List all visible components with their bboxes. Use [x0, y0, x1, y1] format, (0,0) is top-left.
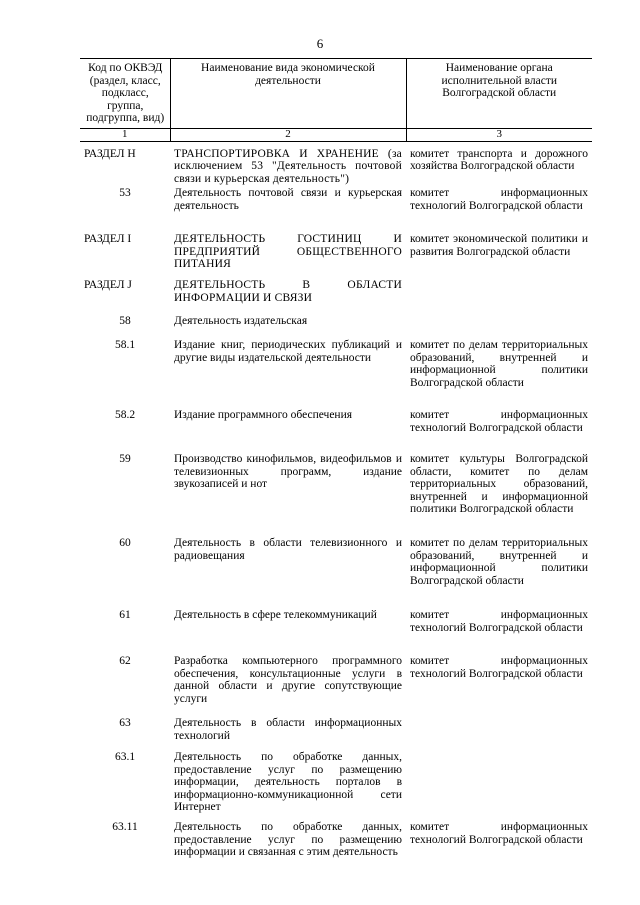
okved-code: 63.11	[112, 821, 138, 833]
page-number: 6	[316, 36, 324, 51]
header-row	[80, 59, 592, 129]
authority-name: комитет культуры Волгоградской области, комитет по делам территориальных образований, внутренней и информационной политики Волгоградской области	[410, 453, 588, 515]
authority-name: комитет экономической политики и развития Волгоградской области	[410, 233, 588, 258]
authority-name: комитет по делам территориальных образований, внутренней и информационной политики Волгоградской области	[410, 537, 588, 587]
authority-name: комитет транспорта и дорожного хозяйства Волгоградской области	[410, 147, 588, 172]
authority-name	[406, 751, 592, 821]
table-row	[80, 187, 592, 233]
table-row	[80, 609, 592, 655]
authority-name	[406, 315, 592, 339]
activity-name: ТРАНСПОРТИРОВКА И ХРАНЕНИЕ (за исключением 53 "Деятельность почтовой связи и курьерская деятельность")	[174, 147, 402, 185]
activity-name: ДЕЯТЕЛЬНОСТЬ ГОСТИНИЦ И ПРЕДПРИЯТИЙ ОБЩЕСТВЕННОГО ПИТАНИЯ	[174, 233, 402, 270]
activity-name: Деятельность издательская	[174, 315, 308, 327]
okved-code: РАЗДЕЛ H	[84, 147, 136, 160]
okved-code: 58	[119, 315, 131, 327]
authority-name: комитет информационных технологий Волгоградской области	[410, 409, 588, 434]
activity-name: Производство кинофильмов, видеофильмов и телевизионных программ, издание звукозаписей и нот	[174, 453, 402, 490]
okved-code: 61	[119, 609, 131, 621]
okved-code: 62	[119, 655, 131, 667]
authority-name	[406, 279, 592, 315]
column-number: 2	[170, 128, 406, 141]
header-organ: Наименование органа исполнительной власти Волгоградской области	[406, 59, 592, 129]
okved-code: 58.1	[114, 339, 136, 351]
activity-name: Издание книг, периодических публикаций и другие виды издательской деятельности	[174, 339, 402, 364]
okved-code: 58.2	[114, 409, 136, 421]
authority-name	[406, 717, 592, 751]
activity-name: Деятельность в области информационных технологий	[174, 717, 402, 742]
table-row	[80, 537, 592, 609]
activity-name: Деятельность по обработке данных, предоставление услуг по размещению информации, деятельность порталов в информационно-коммуникационной сети Интернет	[174, 751, 402, 813]
activity-name: ДЕЯТЕЛЬНОСТЬ В ОБЛАСТИ ИНФОРМАЦИИ И СВЯЗИ	[174, 279, 402, 304]
table-row	[80, 233, 592, 279]
activity-name: Деятельность почтовой связи и курьерская деятельность	[174, 187, 402, 212]
okved-code: РАЗДЕЛ J	[84, 279, 132, 291]
authority-name: комитет информационных технологий Волгоградской области	[410, 655, 588, 680]
table-row	[80, 315, 592, 339]
okved-code: 60	[119, 537, 131, 549]
authority-name: комитет информационных технологий Волгоградской области	[410, 821, 588, 846]
table-row	[80, 409, 592, 453]
table-row	[80, 655, 592, 717]
table-row	[80, 717, 592, 751]
authority-name: комитет информационных технологий Волгоградской области	[410, 609, 588, 634]
activity-name: Деятельность в сфере телекоммуникаций	[174, 609, 377, 621]
table-row	[80, 821, 592, 875]
column-number: 1	[80, 128, 170, 141]
header-code: Код по ОКВЭД (раздел, класс, подкласс, группа, подгруппа, вид)	[80, 59, 170, 129]
okved-code: 59	[119, 453, 131, 465]
activity-name: Деятельность по обработке данных, предоставление услуг по размещению информации и связанная с этим деятельность	[174, 821, 402, 858]
header-activity: Наименование вида экономической деятельности	[170, 59, 406, 129]
column-number-row	[80, 128, 592, 141]
activity-name: Разработка компьютерного программного обеспечения, консультационные услуги в данной области и другие сопутствующие услуги	[174, 655, 402, 705]
okved-code: РАЗДЕЛ I	[84, 233, 132, 245]
table-row	[80, 453, 592, 537]
activity-name: Деятельность в области телевизионного и радиовещания	[174, 537, 402, 562]
table-row	[80, 339, 592, 409]
authority-name: комитет информационных технологий Волгоградской области	[410, 187, 588, 212]
activity-name: Издание программного обеспечения	[174, 409, 353, 421]
column-number: 3	[406, 128, 592, 141]
table-row	[80, 751, 592, 821]
okved-table	[80, 58, 592, 875]
authority-name: комитет по делам территориальных образований, внутренней и информационной политики Волгоградской области	[410, 339, 588, 389]
okved-code: 63	[119, 717, 131, 729]
okved-code: 53	[119, 187, 131, 199]
okved-code: 63.1	[114, 751, 136, 763]
table-row	[80, 141, 592, 187]
table-row	[80, 279, 592, 315]
